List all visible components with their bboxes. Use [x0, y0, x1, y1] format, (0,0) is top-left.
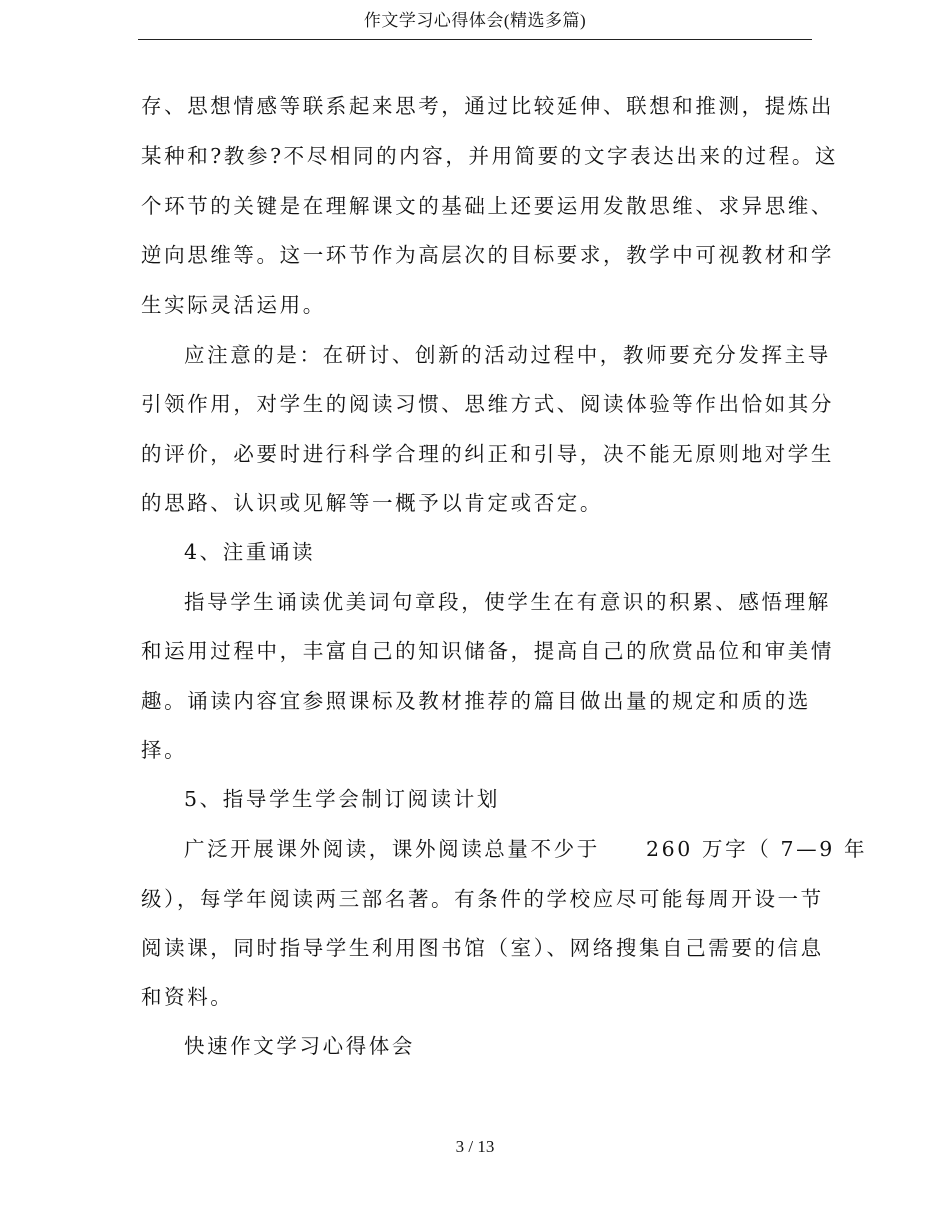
section-heading: 快速作文学习心得体会 [184, 1034, 415, 1058]
body-line: 趣。诵读内容宜参照课标及教材推荐的篇目做出量的规定和质的选 [141, 689, 811, 713]
section-heading: 5、指导学生学会制订阅读计划 [184, 787, 500, 811]
body-line: 引领作用，对学生的阅读习惯、思维方式、阅读体验等作出恰如其分 [141, 392, 834, 416]
body-line: 应注意的是：在研讨、创新的活动过程中，教师要充分发挥主导 [184, 343, 831, 367]
header-divider [138, 39, 812, 40]
page-header-title: 作文学习心得体会(精选多篇) [363, 11, 587, 30]
body-line: 择。 [141, 738, 188, 762]
section-heading: 4、注重诵读 [184, 540, 316, 564]
body-line: 个环节的关键是在理解课文的基础上还要运用发散思维、求异思维、 [141, 194, 834, 218]
body-line: 级），每学年阅读两三部名著。有条件的学校应尽可能每周开设一节 [141, 887, 824, 911]
body-line: 存、思想情感等联系起来思考，通过比较延伸、联想和推测，提炼出 [141, 94, 834, 118]
body-line: 和运用过程中，丰富自己的知识储备，提高自己的欣赏品位和审美情 [141, 639, 834, 663]
page-number: 3 / 13 [455, 1137, 495, 1156]
body-line: 阅读课，同时指导学生利用图书馆（室）、网络搜集自己需要的信息 [141, 936, 824, 960]
body-line: 某种和?教参?不尽相同的内容，并用简要的文字表达出来的过程。这 [141, 144, 839, 168]
body-line: 指导学生诵读优美词句章段，使学生在有意识的积累、感悟理解 [184, 590, 831, 614]
body-line: 的思路、认识或见解等一概予以肯定或否定。 [141, 491, 603, 515]
body-line: 生实际灵活运用。 [141, 293, 326, 317]
body-line: 和资料。 [141, 985, 234, 1009]
body-line: 广泛开展课外阅读，课外阅读总量不少于 260 万字（ 7—9 年 [184, 837, 868, 861]
body-line: 的评价，必要时进行科学合理的纠正和引导，决不能无原则地对学生 [141, 442, 834, 466]
body-line: 逆向思维等。这一环节作为高层次的目标要求，教学中可视教材和学 [141, 243, 834, 267]
